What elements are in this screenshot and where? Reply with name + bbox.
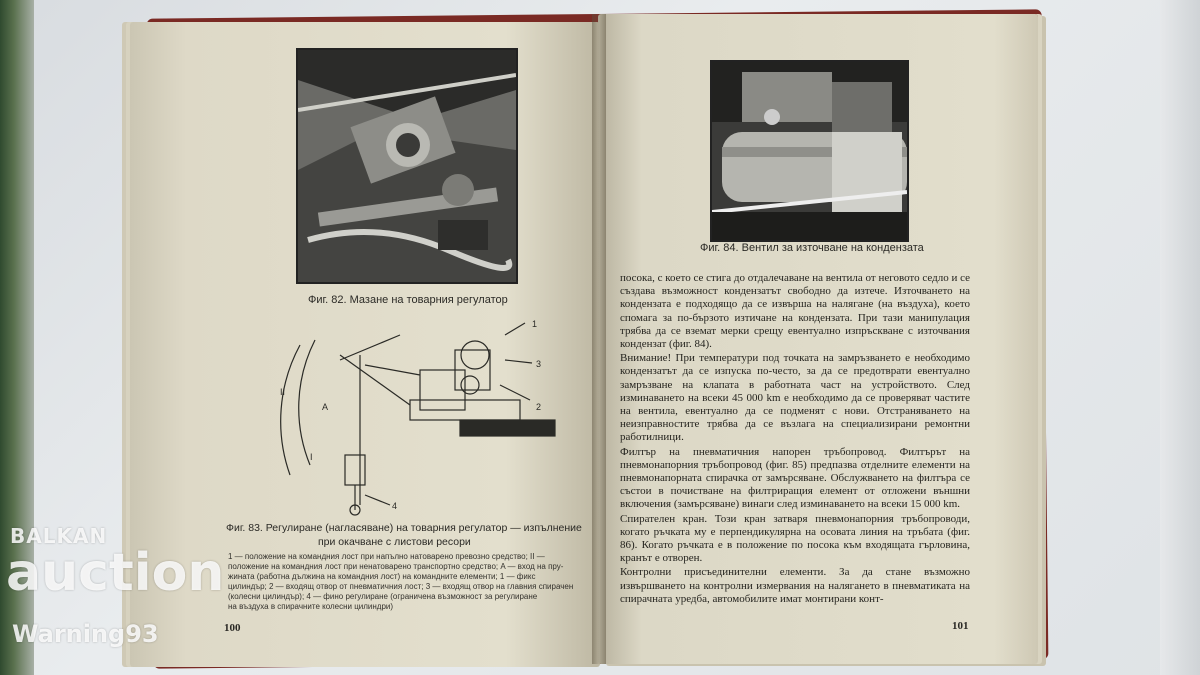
figure-83-caption-line1: Фиг. 83. Регулиране (нагласяване) на товарния регулатор — изпълнение: [226, 522, 582, 534]
paragraph: Внимание! При температури под точката на замръзването е необходимо кондензатът да се изпуска по-често, за да се предотврати евентуално замръзване на клапата в работната част на устройството. След изминаването на всеки 45 000 km е необходимо да се проверяват частите на вентила, евентуално да се подменят с нови. Отстраняването на неизправностите трябва да се възлага на специализирани ремонтни работилници.: [620, 352, 970, 444]
label-3: 3: [536, 359, 542, 369]
figure-82-photo: [296, 48, 518, 284]
note-line: жината (работна дължина на командния лост) на командните елементи; 1 — фикс: [228, 572, 536, 581]
paragraph: Филтър на пневматичния напорен тръбопровод. Филтърът на пневмонапорния тръбопровод (фиг. 85) предпазва отделните елементи на пневмонапорната спирачка от замърсяване. Обслужването на филтъра се състои в почистване на филтриращия елемент от отложени външни включения (замърсяване) винаги след изминаването на всеки 15 000 km.: [620, 445, 970, 511]
figure-84-caption: Фиг. 84. Вентил за източване на кондензата: [700, 242, 924, 254]
label-a: A: [322, 402, 329, 412]
figure-83-diagram: [270, 315, 580, 520]
figure-83-caption-line2: при окачване с листови ресори: [318, 536, 471, 548]
note-line: цилиндър; 2 — входящ отвор от пневматичния лост; 3 — входящ отвор на главния спирачен: [228, 582, 574, 591]
note-line: положение на командния лост при ненатоварено транспортно средство; A — вход на пру-: [228, 562, 564, 571]
book-spine: [592, 14, 606, 664]
left-page-number: 100: [224, 622, 241, 634]
label-i: I: [310, 452, 313, 462]
right-page-number: 101: [952, 620, 969, 632]
figure-83-notes: [228, 552, 596, 612]
paragraph: Контролни присъединителни елементи. За да стане възможно извършването на контролни измервания на налягането в пневматиката на спирачната уредба, автомобилите имат монтирани конт-: [620, 566, 970, 605]
label-2: 2: [536, 402, 542, 412]
watermark-user: Warning93: [12, 620, 159, 648]
paragraph: посока, с което се стига до отдалечаване на вентила от неговото седло и се създава възможност кондензатът свободно да изтече. Източването на кондензата е подходящо да се извърша на налягане (на въздуха), което спомага за по-бързото изтичане на кондензата. При тази манипулация трябва да се вземат мерки срещу евентуално изпръскване с източвания кондензат (фиг. 84).: [620, 272, 970, 351]
label-1: 1: [532, 319, 538, 329]
label-4: 4: [392, 501, 398, 511]
note-line: 1 — положение на командния лост при напълно натоварено превозно средство; II —: [228, 552, 545, 561]
figure-82-caption: Фиг. 82. Мазане на товарния регулатор: [308, 294, 508, 306]
label-ii: II: [280, 387, 286, 397]
figure-84-photo: [710, 60, 909, 242]
note-line: на въздуха в спирачните колесни цилиндри): [228, 602, 394, 611]
background-paper: [1160, 0, 1200, 675]
watermark-balkan: BALKAN: [10, 524, 108, 548]
right-page-text: [620, 272, 970, 607]
paragraph: Спирателен кран. Този кран затваря пневмонапорния тръбопроводи, когато ръчката му е перпендикулярна на осовата линия на тръбата (фиг. 86). Когато ръчката е в положение по посока към входящата гърловина, кранът е отворен.: [620, 512, 970, 565]
watermark-auction: auction: [6, 543, 225, 603]
note-line: (колесни цилиндър); 4 — фино регулиране (ограничена възможност за регулиране: [228, 592, 538, 601]
